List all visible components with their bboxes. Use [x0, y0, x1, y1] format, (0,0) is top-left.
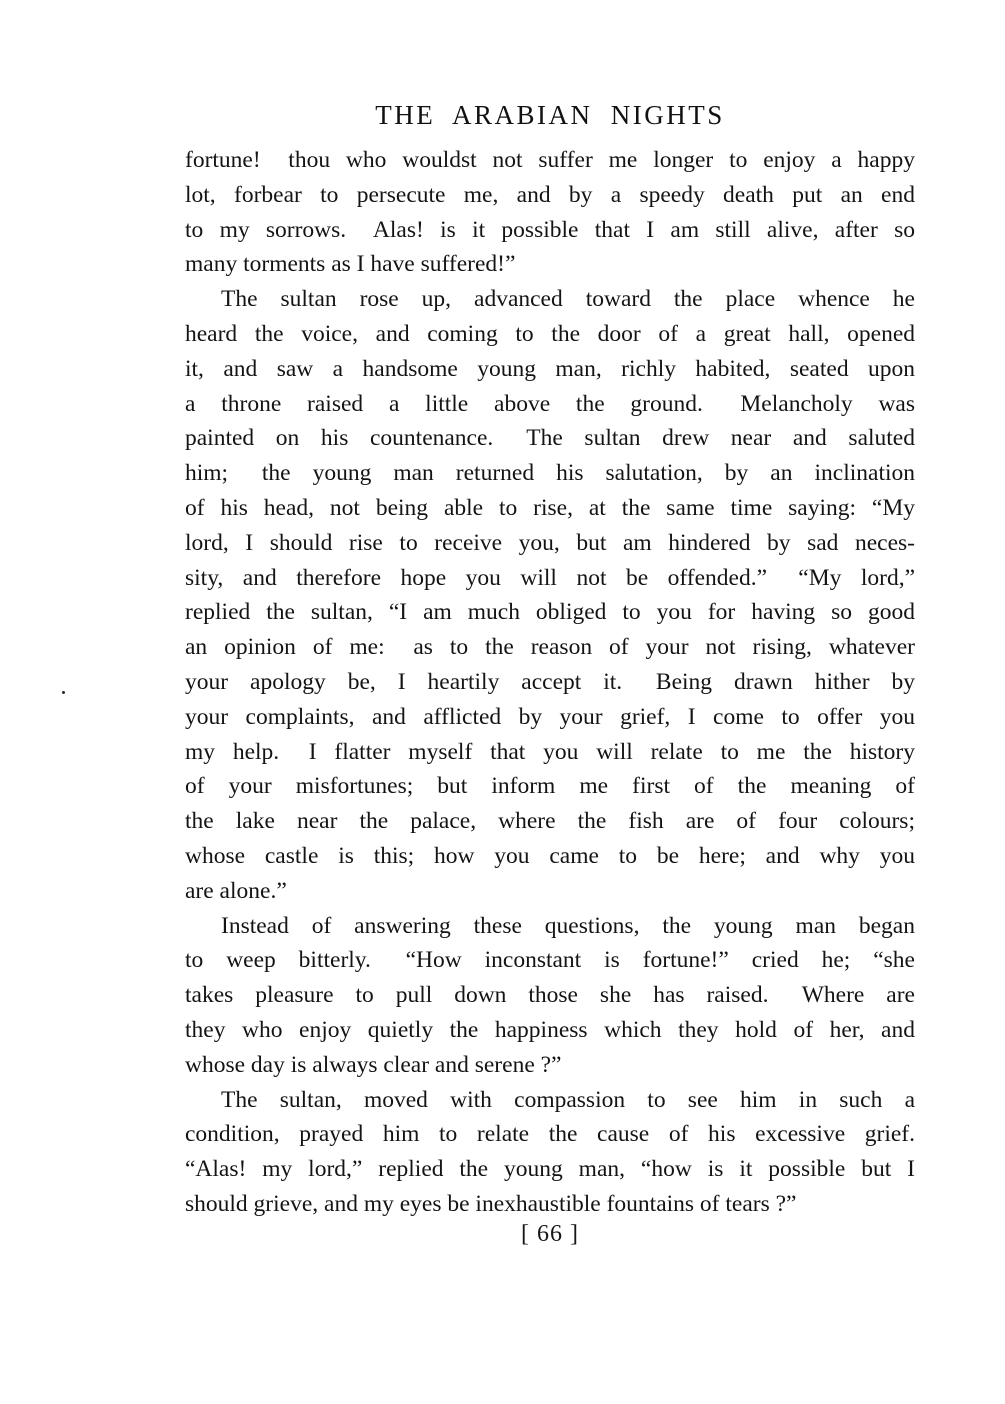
- text-line: should grieve, and my eyes be inexhaustible fountains of tears ?”: [185, 1190, 797, 1217]
- text-line: to weep bitterly. “How inconstant is fortune!” cried he; “she: [185, 947, 915, 974]
- paragraph: [185, 143, 915, 282]
- text-line: him; the young man returned his salutation, by an inclination: [185, 460, 915, 487]
- paragraph: [185, 282, 915, 908]
- paragraph: [185, 909, 915, 1083]
- text-line: lot, forbear to persecute me, and by a speedy death put an end: [185, 181, 915, 208]
- text-line: they who enjoy quietly the happiness which they hold of her, and: [185, 1016, 915, 1043]
- text-line: whose castle is this; how you came to be here; and why you: [185, 842, 915, 869]
- text-block: [185, 143, 915, 1222]
- text-line: painted on his countenance. The sultan drew near and saluted: [185, 425, 915, 452]
- text-line: a throne raised a little above the ground. Melancholy was: [185, 390, 915, 417]
- text-line: it, and saw a handsome young man, richly habited, seated upon: [185, 355, 915, 382]
- text-line: whose day is always clear and serene ?”: [185, 1051, 562, 1078]
- text-line: fortune! thou who wouldst not suffer me longer to enjoy a happy: [185, 147, 915, 173]
- text-line: my help. I flatter myself that you will relate to me the history: [185, 738, 915, 765]
- text-line: The sultan rose up, advanced toward the place whence he: [221, 286, 915, 313]
- text-line: lord, I should rise to receive you, but am hindered by sad neces-: [185, 529, 915, 556]
- ink-speck: [62, 691, 65, 694]
- text-line: the lake near the palace, where the fish are of four colours;: [185, 808, 915, 835]
- text-line: many torments as I have suffered!”: [185, 251, 516, 278]
- text-line: takes pleasure to pull down those she has raised. Where are: [185, 982, 915, 1009]
- text-line: of your misfortunes; but inform me first of the meaning of: [185, 773, 915, 800]
- text-line: heard the voice, and coming to the door of a great hall, opened: [185, 320, 915, 347]
- text-line: of his head, not being able to rise, at the same time saying: “My: [185, 494, 915, 521]
- text-line: Instead of answering these questions, the young man began: [221, 912, 915, 939]
- text-line: “Alas! my lord,” replied the young man, “how is it possible but I: [185, 1156, 915, 1183]
- text-line: are alone.”: [185, 877, 287, 904]
- text-line: your complaints, and afflicted by your grief, I come to offer you: [185, 703, 915, 730]
- text-line: an opinion of me: as to the reason of your not rising, whatever: [185, 634, 915, 661]
- text-line: The sultan, moved with compassion to see him in such a: [221, 1086, 915, 1113]
- text-line: your apology be, I heartily accept it. Being drawn hither by: [185, 668, 915, 695]
- paragraph: [185, 1083, 915, 1222]
- text-line: replied the sultan, “I am much obliged to you for having so good: [185, 599, 915, 626]
- text-line: condition, prayed him to relate the cause of his excessive grief.: [185, 1121, 915, 1148]
- text-line: sity, and therefore hope you will not be offended.” “My lord,”: [185, 564, 915, 591]
- running-head: THE ARABIAN NIGHTS: [375, 100, 725, 130]
- text-line: to my sorrows. Alas! is it possible that I am still alive, after so: [185, 216, 915, 243]
- page-number: [ 66 ]: [521, 1221, 579, 1247]
